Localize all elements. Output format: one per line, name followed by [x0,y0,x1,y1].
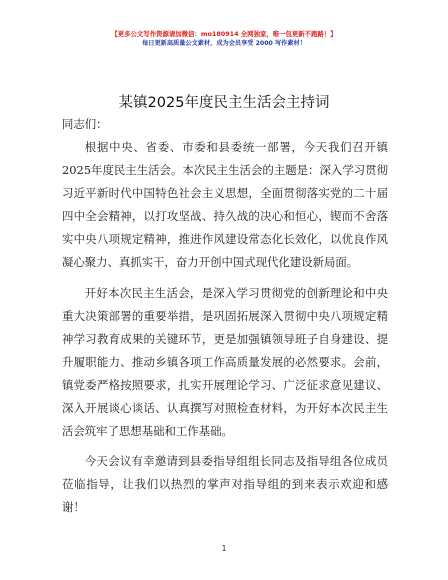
document-body [62,113,388,519]
page-number: 1 [221,544,227,553]
banner-line-membership: 每日更新高质量公文素材，成为会员享受 2000 写作素材！ [142,40,306,47]
paragraph-3: 今天会议有幸邀请到县委指导组组长同志及指导组各位成员莅临指导，让我们以热烈的掌声对指导组的到来表示欢迎和感谢！ [62,454,388,514]
paragraph-1: 根据中央、省委、市委和县委统一部署，今天我们召开镇2025年度民主生活会。本次民主生活会的主题是：深入学习贯彻习近平新时代中国特色社会主义思想，全面贯彻落实党的二十届四中全会精神，以打攻坚战、持久战的决心和恒心，锲而不舍落实中央八项规定精神，推进作风建设常态化长效化，以优良作风凝心聚力、真抓实干，奋力开创中国式现代化建设新局面。 [62,140,388,269]
salutation: 同志们： [62,117,108,131]
paragraph-2: 开好本次民主生活会，是深入学习贯彻党的创新理论和中央重大决策部署的重要举措，是巩固拓展深入贯彻中央八项规定精神学习教育成果的关键环节，更是加强镇领导班子自身建设、提升履职能力、推动乡镇各项工作高质量发展的必然要求。会前，镇党委严格按照要求，扎实开展理论学习、广泛征求意见建议、深入开展谈心谈话、认真撰写对照检查材料，为开好本次民主生活会筑牢了思想基础和工作基础。 [62,286,388,438]
document-title: 某镇2025年度民主生活会主持词 [118,94,330,111]
header-banner [0,30,448,48]
banner-line-wechat: 【更多公文写作资源请加微信：mo180914 全网独家，唯一包更新不跑路！】 [111,30,337,38]
